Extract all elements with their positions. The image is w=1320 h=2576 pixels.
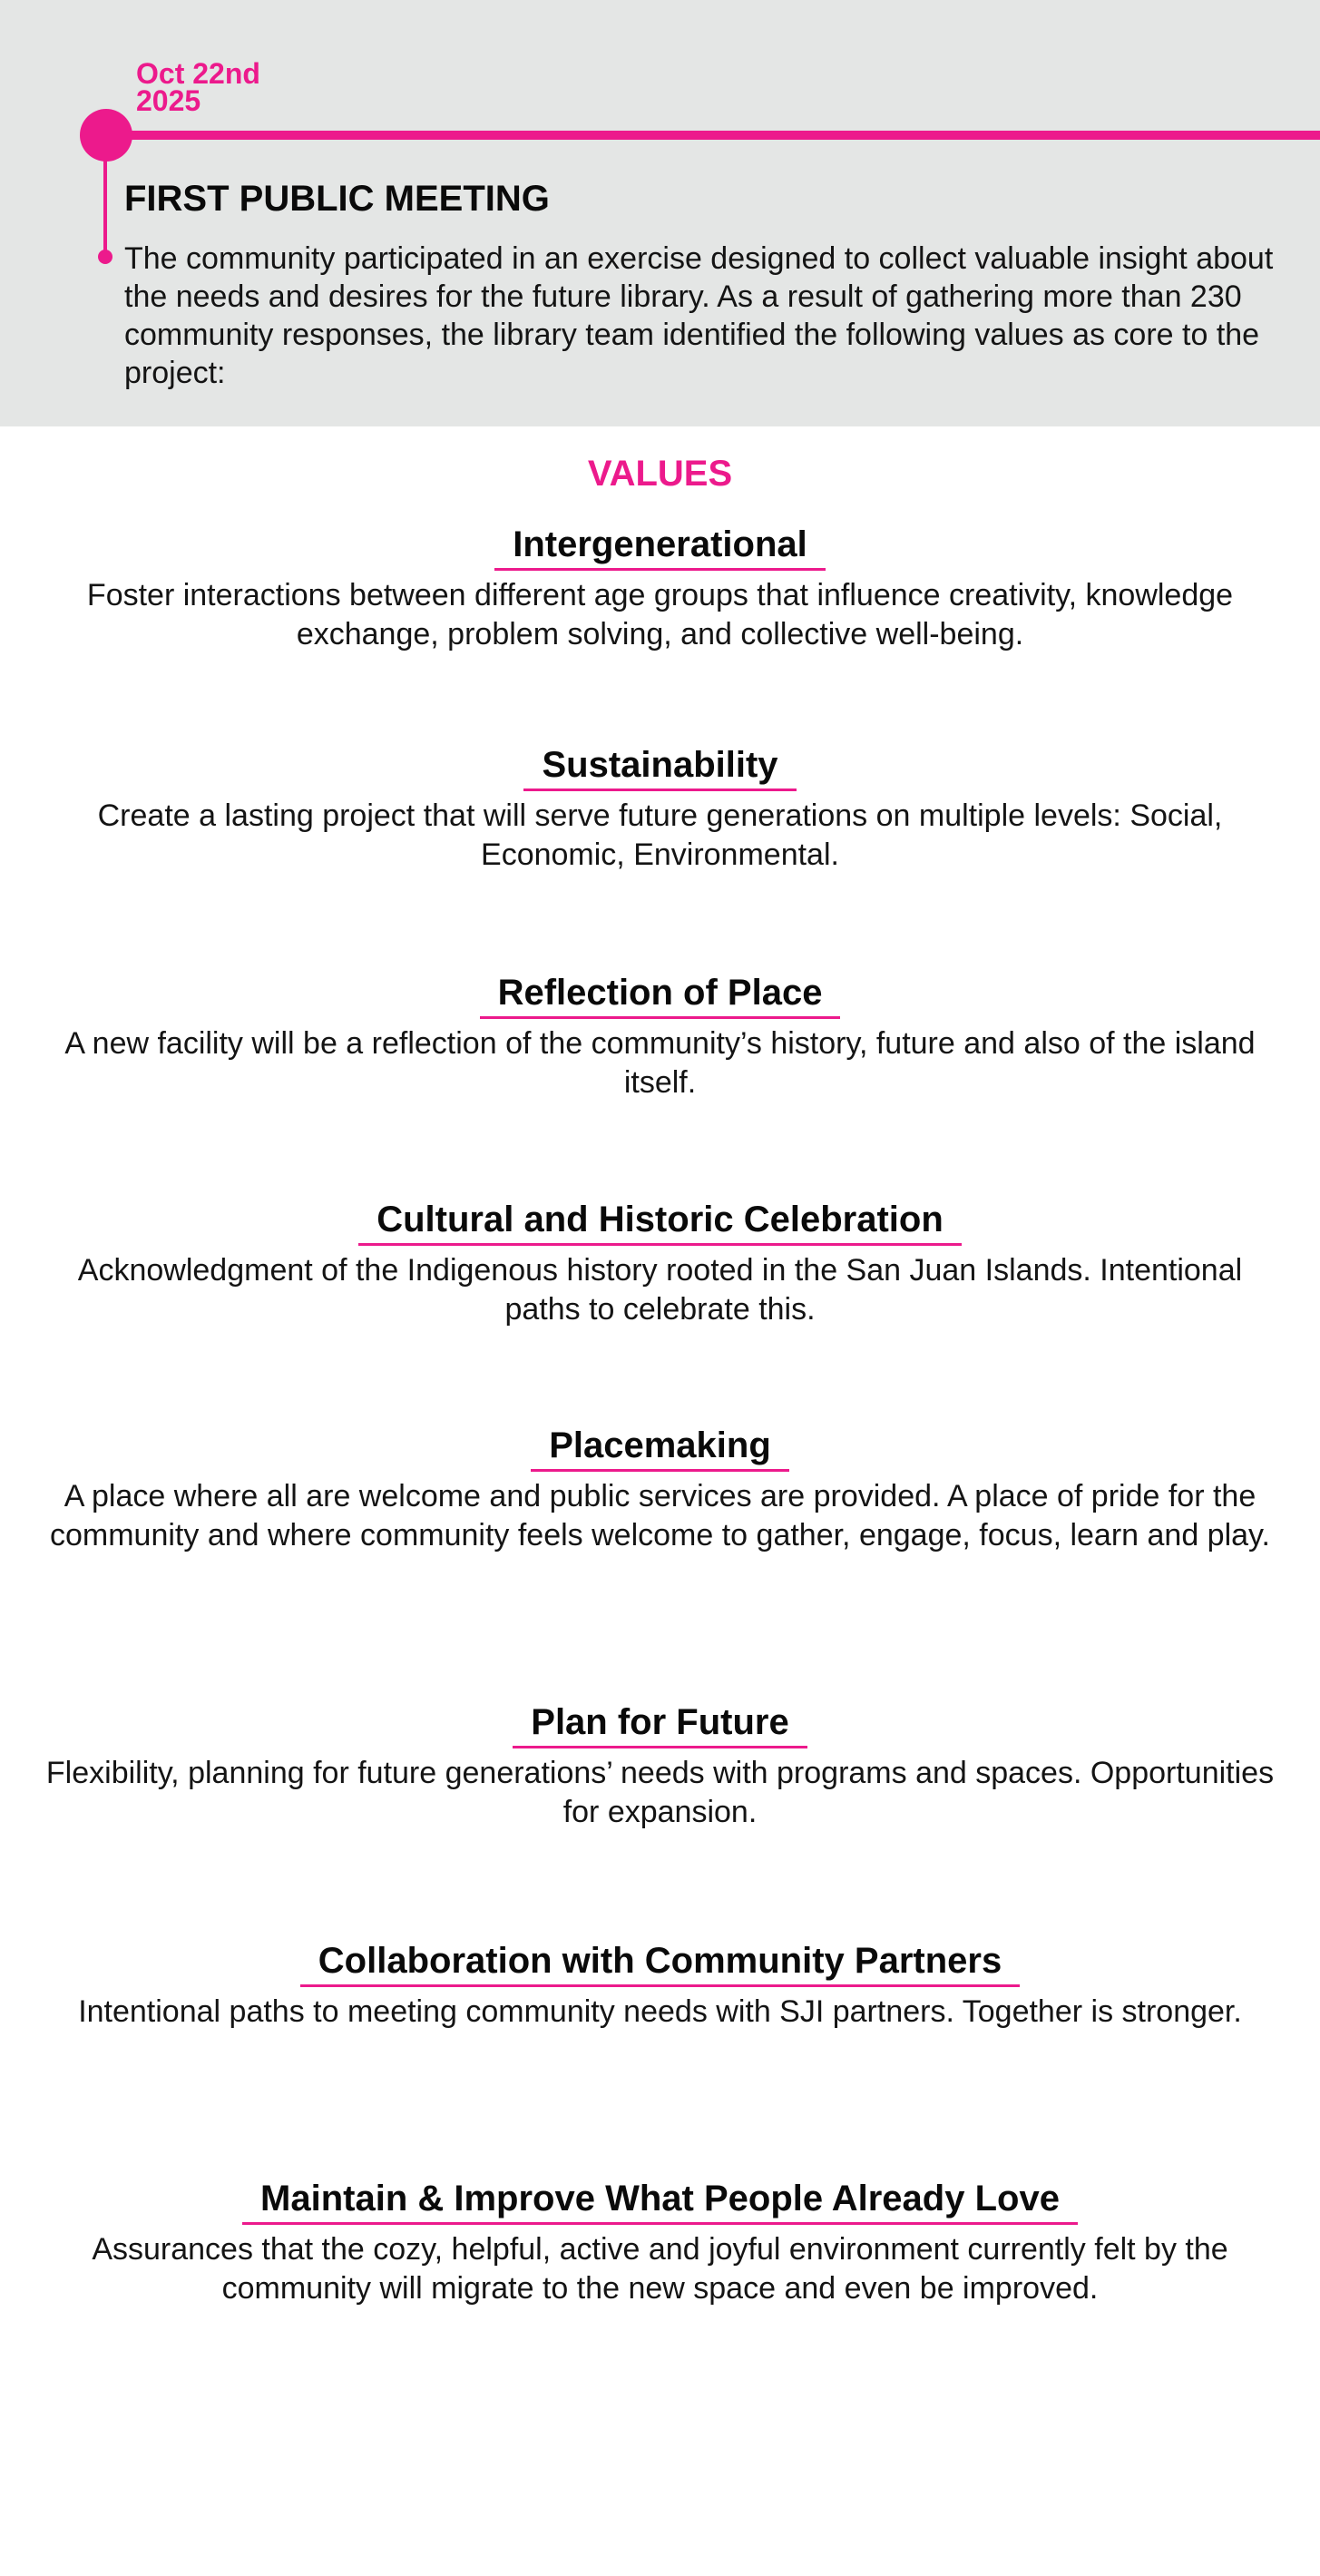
value-title: Collaboration with Community Partners (300, 1939, 1020, 1987)
value-sustainability (45, 743, 1275, 875)
bullet-icon (98, 250, 112, 264)
values-heading: VALUES (587, 454, 733, 494)
value-title: Plan for Future (513, 1700, 807, 1748)
value-title: Placemaking (531, 1424, 789, 1472)
value-description: Foster interactions between different age groups that influence creativity, knowledge exchange, problem solving, and collective well-being. (86, 578, 1234, 651)
value-description: A new facility will be a reflection of the community’s history, future and also of the island itself. (64, 1026, 1256, 1100)
value-plan-for-future (45, 1700, 1275, 1832)
value-title: Sustainability (523, 743, 796, 791)
meeting-panel (0, 0, 1320, 426)
value-title: Reflection of Place (480, 971, 841, 1019)
value-title: Cultural and Historic Celebration (358, 1198, 962, 1246)
value-description: Flexibility, planning for future generations’ needs with programs and spaces. Opportunities for expansion. (45, 1756, 1275, 1829)
meeting-date (136, 57, 260, 117)
value-title: Intergenerational (494, 523, 826, 571)
timeline-stem (103, 154, 107, 256)
value-intergenerational (45, 523, 1275, 654)
value-maintain-improve (45, 2177, 1275, 2308)
value-placemaking (45, 1424, 1275, 1555)
meeting-title: FIRST PUBLIC MEETING (124, 179, 550, 219)
value-title: Maintain & Improve What People Already Love (242, 2177, 1078, 2225)
value-description: A place where all are welcome and public services are provided. A place of pride for the community and where community feels welcome to gather, engage, focus, learn and play. (50, 1479, 1270, 1552)
date-year: 2025 (136, 84, 201, 117)
value-reflection-of-place (45, 971, 1275, 1102)
value-description: Create a lasting project that will serve future generations on multiple levels: Social, Economic, Environmental. (97, 798, 1223, 872)
value-description: Intentional paths to meeting community needs with SJI partners. Together is stronger. (78, 1994, 1242, 2029)
meeting-description: The community participated in an exercise designed to collect valuable insight about the needs and desires for the future library. As a result of gathering more than 230 community responses, the library team identified the following values as core to the project: (124, 241, 1274, 390)
value-cultural-historic-celebration (45, 1198, 1275, 1329)
timeline-line (104, 131, 1320, 140)
value-description: Acknowledgment of the Indigenous history rooted in the San Juan Islands. Intentional paths to celebrate this. (77, 1253, 1243, 1327)
value-description: Assurances that the cozy, helpful, active and joyful environment currently felt by the community will migrate to the new space and even be improved. (92, 2232, 1228, 2306)
date-day: Oct 22nd (136, 57, 260, 90)
value-collaboration-partners (45, 1939, 1275, 2032)
